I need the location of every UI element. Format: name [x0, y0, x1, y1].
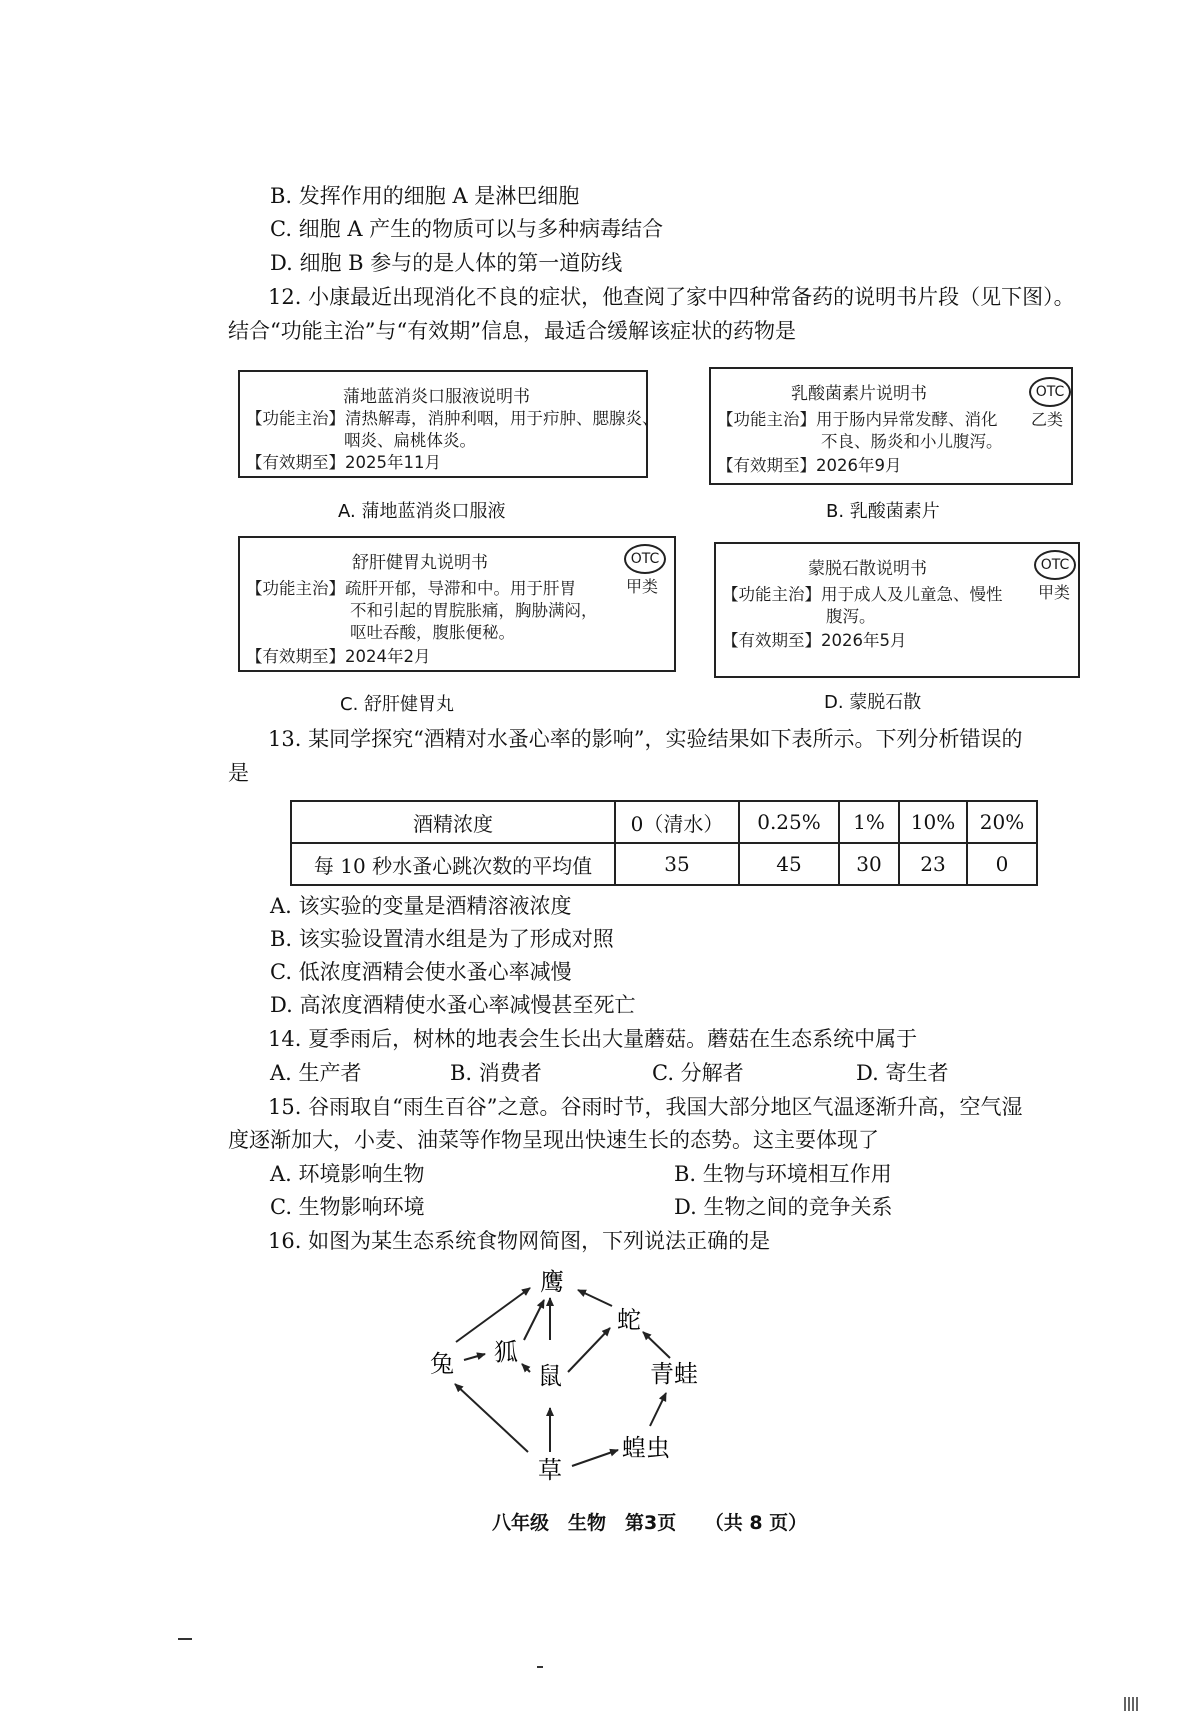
- q15-option-b: B. 生物与环境相互作用: [674, 1162, 892, 1186]
- q13-option-c: C. 低浓度酒精会使水蚤心率减慢: [270, 960, 572, 984]
- food-web-node-mouse: 鼠: [538, 1362, 562, 1390]
- table-cell: 30: [839, 843, 899, 885]
- q11-option-b: B. 发挥作用的细胞 A 是淋巴细胞: [270, 184, 580, 208]
- scan-mark: [537, 1666, 543, 1668]
- arrow-grasshopper-to-frog: [650, 1393, 666, 1426]
- drug-function-row: [246, 578, 576, 600]
- q13-stem-line2: 是: [228, 761, 249, 785]
- table-row: [291, 843, 1037, 885]
- q12-stem-line1: 12. 小康最近出现消化不良的症状，他查阅了家中四种常备药的说明书片段（见下图）。: [268, 285, 1075, 309]
- drug-function-key: 【功能主治】: [717, 410, 816, 429]
- drug-caption-c: C. 舒肝健胃丸: [340, 694, 455, 715]
- arrow-grass-to-grasshopper: [572, 1450, 618, 1466]
- q15-stem-line1: 15. 谷雨取自“雨生百谷”之意。谷雨时节，我国大部分地区气温逐渐升高，空气湿: [268, 1095, 1023, 1119]
- drug-title: 舒肝健胃丸说明书: [352, 553, 488, 573]
- drug-function-row: [717, 409, 998, 431]
- drug-leaflet-c: [238, 536, 676, 672]
- drug-title: 乳酸菌素片说明书: [791, 384, 927, 404]
- arrow-rabbit-to-fox: [464, 1354, 485, 1360]
- q15-option-a: A. 环境影响生物: [270, 1162, 425, 1186]
- qr-code-icon: [1124, 1697, 1138, 1711]
- heart-rate-table: [290, 800, 1038, 886]
- drug-caption-a: A. 蒲地蓝消炎口服液: [338, 501, 506, 522]
- table-cell: 35: [615, 843, 739, 885]
- drug-expiry-key: 【有效期至】: [246, 647, 345, 666]
- drug-function-text: 用于成人及儿童急、慢性: [821, 585, 1003, 604]
- q14-stem: 14. 夏季雨后，树林的地表会生长出大量蘑菇。蘑菇在生态系统中属于: [268, 1027, 918, 1051]
- drug-function-cont: 不良、肠炎和小儿腹泻。: [821, 432, 1003, 451]
- drug-expiry-key: 【有效期至】: [717, 456, 816, 475]
- drug-expiry-row: [246, 646, 431, 668]
- q13-option-b: B. 该实验设置清水组是为了形成对照: [270, 927, 614, 951]
- drug-function-cont: 不和引起的胃脘胀痛，胸胁满闷，: [350, 601, 598, 620]
- q11-option-d: D. 细胞 B 参与的是人体的第一道防线: [270, 251, 623, 275]
- drug-function-text: 清热解毒，消肿利咽，用于疖肿、腮腺炎、: [345, 409, 659, 428]
- table-header-cell: 10%: [899, 801, 967, 843]
- arrow-fox-to-eagle: [524, 1300, 544, 1340]
- table-header-cell: 1%: [839, 801, 899, 843]
- q13-option-d: D. 高浓度酒精使水蚤心率减慢甚至死亡: [270, 993, 636, 1017]
- food-web-node-grasshopper: 蝗虫: [622, 1434, 670, 1462]
- otc-badge: OTC: [1034, 550, 1076, 580]
- drug-function-key: 【功能主治】: [246, 579, 345, 598]
- food-web-node-snake: 蛇: [617, 1306, 641, 1334]
- food-web-node-fox: 狐: [494, 1338, 518, 1366]
- table-header-cell: 20%: [967, 801, 1037, 843]
- page-footer: 八年级 生物 第3页 （共 8 页）: [492, 1512, 808, 1534]
- food-web-node-grass: 草: [538, 1456, 562, 1484]
- arrow-rabbit-to-eagle: [456, 1288, 530, 1342]
- drug-function-cont: 腹泻。: [826, 607, 876, 626]
- drug-function-text: 用于肠内异常发酵、消化: [816, 410, 998, 429]
- drug-function-key: 【功能主治】: [246, 409, 345, 428]
- drug-leaflet-d: [714, 542, 1080, 678]
- otc-badge: OTC: [1029, 377, 1071, 407]
- drug-expiry-row: [717, 455, 902, 477]
- scan-mark: [178, 1638, 192, 1640]
- q15-option-c: C. 生物影响环境: [270, 1195, 425, 1219]
- drug-title: 蒙脱石散说明书: [808, 559, 927, 579]
- drug-expiry-key: 【有效期至】: [722, 631, 821, 650]
- q14-option-a: A. 生产者: [270, 1061, 362, 1085]
- drug-leaflet-b: [709, 367, 1073, 485]
- drug-expiry-value: 2024年2月: [345, 647, 431, 666]
- arrow-snake-to-eagle: [578, 1290, 612, 1306]
- drug-caption-d: D. 蒙脱石散: [824, 692, 922, 713]
- table-header-cell: 0（清水）: [615, 801, 739, 843]
- q14-option-b: B. 消费者: [450, 1061, 542, 1085]
- q15-option-d: D. 生物之间的竞争关系: [674, 1195, 893, 1219]
- q15-stem-line2: 度逐渐加大，小麦、油菜等作物呈现出快速生长的态势。这主要体现了: [228, 1128, 879, 1152]
- drug-expiry-row: [722, 630, 907, 652]
- otc-class-label: 甲类: [626, 577, 659, 596]
- drug-expiry-value: 2026年5月: [821, 631, 907, 650]
- arrow-mouse-to-fox: [522, 1364, 530, 1372]
- food-web-node-rabbit: 兔: [430, 1350, 454, 1378]
- food-web-node-frog: 青蛙: [650, 1360, 698, 1388]
- q11-option-c: C. 细胞 A 产生的物质可以与多种病毒结合: [270, 217, 664, 241]
- q14-option-d: D. 寄生者: [856, 1061, 949, 1085]
- drug-leaflet-a: [238, 370, 659, 478]
- otc-class-label: 乙类: [1031, 410, 1064, 429]
- otc-class-label: 甲类: [1038, 583, 1071, 602]
- q13-option-a: A. 该实验的变量是酒精溶液浓度: [270, 894, 572, 918]
- drug-expiry-value: 2025年11月: [345, 453, 441, 472]
- drug-caption-b: B. 乳酸菌素片: [826, 501, 940, 522]
- drug-title: 蒲地蓝消炎口服液说明书: [343, 387, 530, 407]
- q14-option-c: C. 分解者: [652, 1061, 744, 1085]
- drug-function-row: [722, 584, 1003, 606]
- table-cell: 每 10 秒水蚤心跳次数的平均值: [291, 843, 615, 885]
- table-header-cell: 酒精浓度: [291, 801, 615, 843]
- table-cell: 0: [967, 843, 1037, 885]
- arrow-grass-to-rabbit: [455, 1384, 528, 1452]
- drug-expiry-key: 【有效期至】: [246, 453, 345, 472]
- q16-stem: 16. 如图为某生态系统食物网简图，下列说法正确的是: [268, 1229, 771, 1253]
- drug-function-row: [246, 408, 659, 430]
- otc-badge: OTC: [624, 544, 666, 574]
- drug-function-cont: 咽炎、扁桃体炎。: [344, 431, 476, 450]
- q13-stem-line1: 13. 某同学探究“酒精对水蚤心率的影响”，实验结果如下表所示。下列分析错误的: [268, 727, 1023, 751]
- arrow-mouse-to-snake: [568, 1328, 610, 1372]
- drug-function-key: 【功能主治】: [722, 585, 821, 604]
- table-row: [291, 801, 1037, 843]
- drug-expiry-row: [246, 452, 441, 474]
- table-cell: 23: [899, 843, 967, 885]
- table-cell: 45: [739, 843, 839, 885]
- drug-function-cont: 呕吐吞酸，腹胀便秘。: [350, 623, 515, 642]
- drug-function-text: 疏肝开郁，导滞和中。用于肝胃: [345, 579, 576, 598]
- food-web-node-eagle: 鹰: [540, 1268, 564, 1296]
- table-header-cell: 0.25%: [739, 801, 839, 843]
- arrow-frog-to-snake: [643, 1332, 670, 1358]
- q12-stem-line2: 结合“功能主治”与“有效期”信息，最适合缓解该症状的药物是: [228, 319, 796, 343]
- drug-expiry-value: 2026年9月: [816, 456, 902, 475]
